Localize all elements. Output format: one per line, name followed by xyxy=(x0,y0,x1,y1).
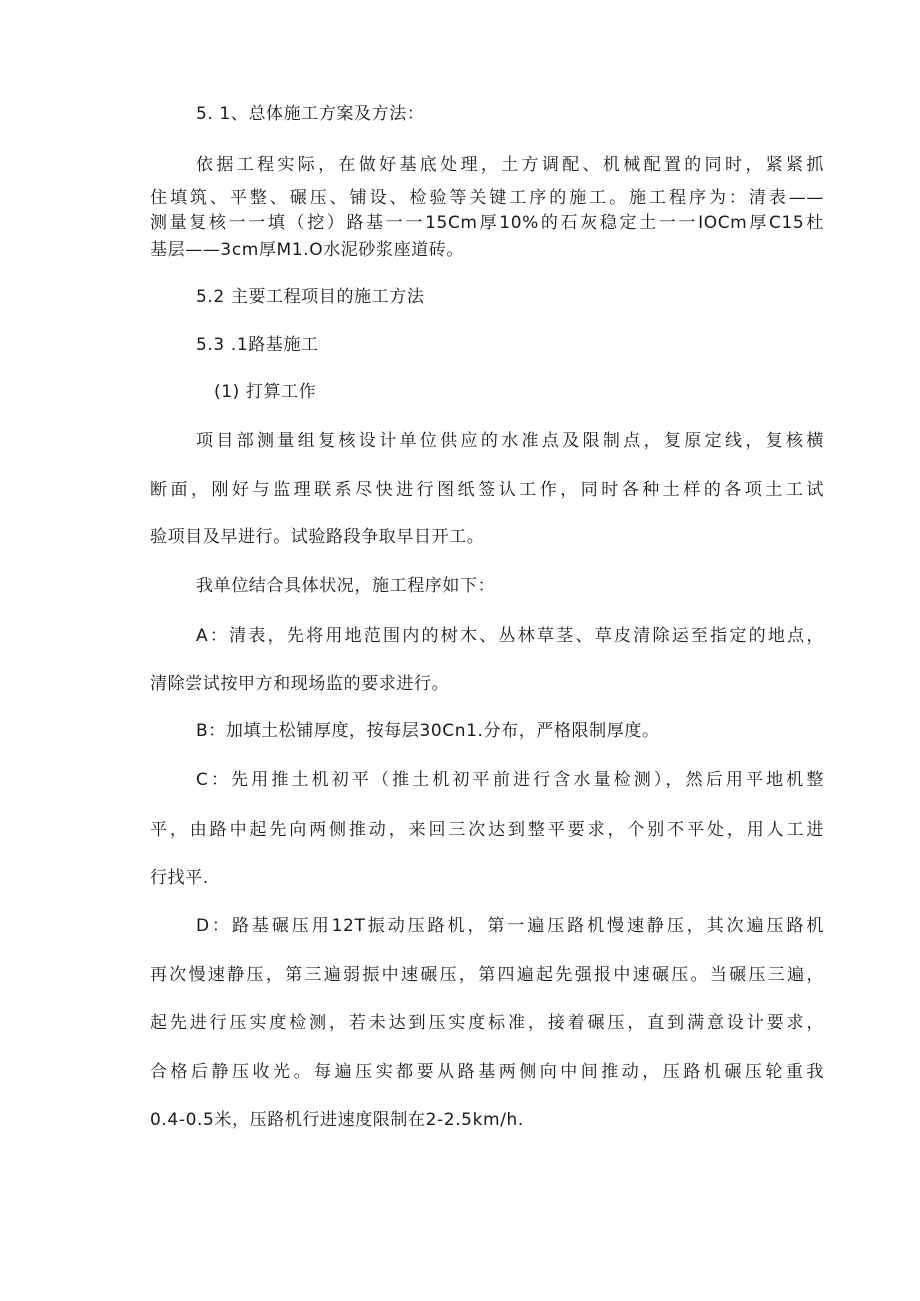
paragraph-line: 验项目及早进行。试验路段争取早日开工。 xyxy=(150,527,485,547)
section-5-2-heading: 5.2 主要工程项目的施工方法 xyxy=(196,287,425,307)
paragraph-line: 项目部测量组复核设计单位供应的水准点及限制点，复原定线，复核横 xyxy=(196,431,824,451)
step-d-line: D：路基碾压用12T振动压路机，第一遍压路机慢速静压，其次遍压路机 xyxy=(196,916,824,936)
section-5-1-heading: 5. 1、总体施工方案及方法： xyxy=(196,104,425,124)
paragraph-line: 基层——3cm厚M1.O水泥砂浆座道砖。 xyxy=(150,240,464,260)
step-d-line: 再次慢速静压，第三遍弱振中速碾压，第四遍起先强报中速碾压。当碾压三遍， xyxy=(150,965,824,985)
step-d-line: 合格后静压收光。每遍压实都要从路基两侧向中间推动，压路机碾压轮重我 xyxy=(150,1062,824,1082)
section-5-3-heading: 5.3 .1路基施工 xyxy=(196,335,319,355)
step-c-line: C：先用推土机初平（推土机初平前进行含水量检测），然后用平地机整 xyxy=(196,770,824,790)
subsection-heading: (1) 打算工作 xyxy=(214,382,317,402)
paragraph-line: 测量复核一一填（挖）路基一一15Cm厚10%的石灰稳定土一一IOCm厚C15杜 xyxy=(150,213,824,233)
step-c-line: 行找平. xyxy=(150,868,209,888)
step-b-line: B：加填土松铺厚度，按每层30Cn1.分布，严格限制厚度。 xyxy=(196,721,660,741)
step-a-line: A：清表，先将用地范围内的树木、丛林草茎、草皮清除运至指定的地点， xyxy=(196,626,824,646)
paragraph-line: 断面，刚好与监理联系尽快进行图纸签认工作，同时各种土样的各项土工试 xyxy=(150,480,824,500)
step-a-line: 清除尝试按甲方和现场监的要求进行。 xyxy=(150,674,450,694)
program-intro: 我单位结合具体状况，施工程序如下： xyxy=(196,576,496,596)
paragraph-line: 依据工程实际，在做好基底处理，土方调配、机械配置的同时，紧紧抓 xyxy=(196,155,824,175)
step-d-line: 起先进行压实度检测，若未达到压实度标准，接着碾压，直到满意设计要求， xyxy=(150,1013,824,1033)
paragraph-line: 住填筑、平整、碾压、铺设、检验等关键工序的施工。施工程序为：清表—— xyxy=(150,188,824,208)
step-c-line: 平，由路中起先向两侧推动，来回三次达到整平要求，个别不平处，用人工进 xyxy=(150,820,824,840)
step-d-line: 0.4-0.5米，压路机行进速度限制在2-2.5km∕h. xyxy=(150,1110,524,1130)
